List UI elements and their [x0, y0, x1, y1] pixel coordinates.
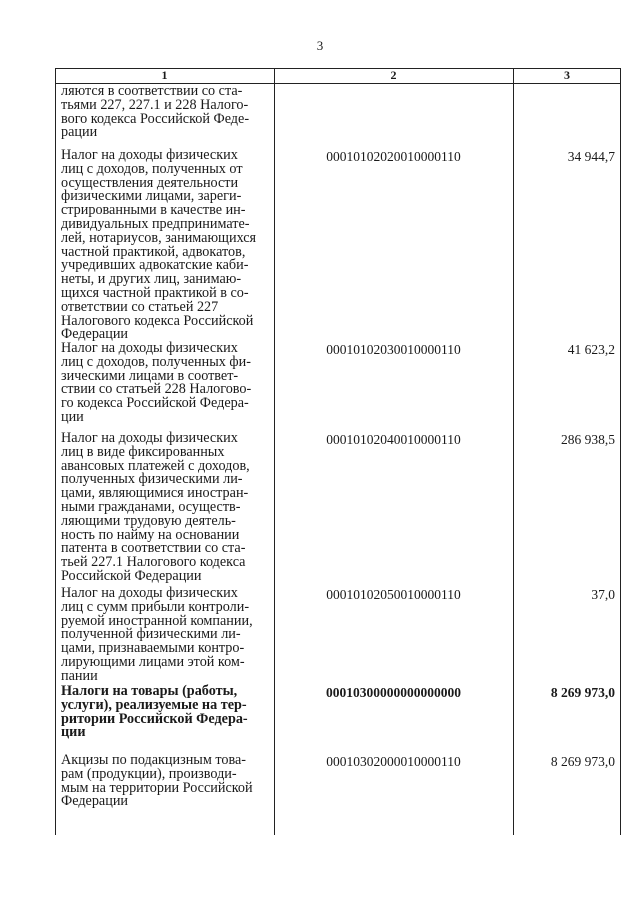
row-value-goods-taxes: 8 269 973,0 — [550, 685, 615, 700]
row-name-continuation: ляются в соответствии со ста- тьями 227, 227.1 и 228 Налого- вого кодекса Российской Феде- рации — [61, 83, 250, 141]
row-value-excises: 8 269 973,0 — [550, 754, 615, 769]
row-value-ndfl-patent: 286 938,5 — [561, 432, 615, 447]
row-name-goods-taxes: Налоги на товары (работы, услуги), реализуемые на тер- ритории Российской Федера- ции — [61, 683, 248, 741]
row-name-ndfl-228: Налог на доходы физических лиц с доходов, полученных фи- зическими лицами в соответ- ствии со статьей 228 Налогово- го кодекса Российской Федера- ции — [61, 340, 252, 425]
column-divider-2 — [513, 68, 514, 835]
row-code-ndfl-patent: 00010102040010000110 — [326, 432, 461, 447]
row-code-excises: 00010302000010000110 — [326, 754, 461, 769]
row-name-ndfl-patent: Налог на доходы физических лиц в виде фиксированных авансовых платежей с доходов, полученных физическими ли- цами, являющимися иностран- ными гражданами, осуществ- ляющими трудовую деятель- ность по найму на основании патента в соответствии со ста- тьей 227.1 Налогового кодекса Российской Федерации — [61, 430, 250, 584]
row-code-ndfl-cfc: 00010102050010000110 — [326, 587, 461, 602]
table-border-right — [620, 68, 621, 835]
row-value-ndfl-cfc: 37,0 — [591, 587, 615, 602]
row-name-excises: Акцизы по подакцизным това- рам (продукции), производи- мым на территории Российской Федерации — [61, 752, 253, 810]
column-divider-1 — [274, 68, 275, 835]
row-code-ndfl-228: 00010102030010000110 — [326, 342, 461, 357]
row-name-ndfl-cfc: Налог на доходы физических лиц с сумм прибыли контроли- руемой иностранной компании, полученной физическими ли- цами, признаваемыми контро- лирующими лицами этой ком- пании — [61, 585, 253, 684]
revenue-table — [55, 68, 621, 835]
page-number: 3 — [316, 38, 324, 53]
table-border-left — [55, 68, 56, 835]
row-value-ndfl-228: 41 623,2 — [567, 342, 615, 357]
column-header-2: 2 — [390, 68, 397, 82]
column-header-3: 3 — [564, 68, 570, 82]
row-name-ndfl-227: Налог на доходы физических лиц с доходов, полученных от осуществления деятельности физическими лицами, зареги- стрированными в качестве ин- дивидуальных предпринимате- лей, нотариусов, занимающихся частной практикой, адвокатов, учредивших адвокатские каби- неты, и других лиц, занимаю- щихся частной практикой в со- ответствии со статьей 227 Налогового кодекса Российской Федерации — [61, 147, 257, 343]
row-value-ndfl-227: 34 944,7 — [567, 149, 615, 164]
row-code-ndfl-227: 00010102020010000110 — [326, 149, 461, 164]
row-code-goods-taxes: 00010300000000000000 — [326, 685, 461, 700]
column-header-1: 1 — [161, 68, 168, 82]
